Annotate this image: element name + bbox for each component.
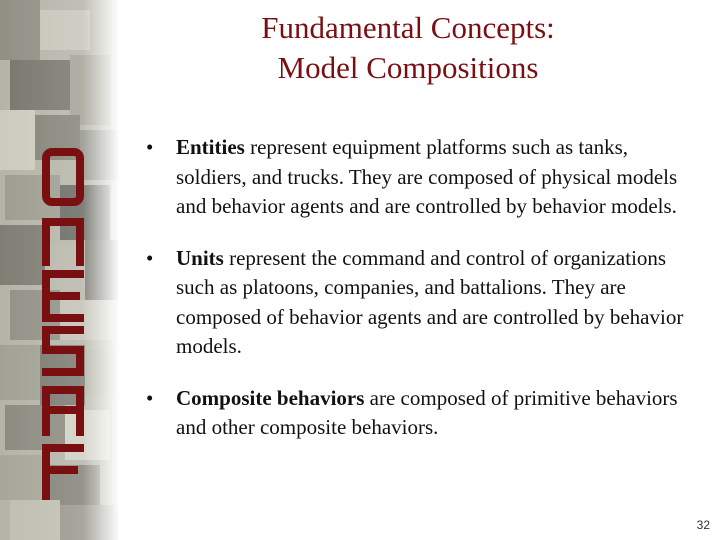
bullet-term: Composite behaviors bbox=[176, 385, 365, 410]
bullet-term: Units bbox=[176, 245, 224, 270]
bullet-term: Entities bbox=[176, 135, 245, 159]
bullet-list bbox=[146, 133, 686, 465]
side-banner bbox=[0, 0, 118, 540]
bullet-text: represent the command and control of organizations such as platoons, companies, and battalions. They are composed of behavior agents and are controlled by behavior models. bbox=[176, 245, 684, 358]
title-line-2: Model Compositions bbox=[277, 50, 539, 85]
bullet-text: are composed of primitive behaviors and other composite behaviors. bbox=[176, 385, 678, 439]
bullet-item-entities bbox=[146, 133, 686, 222]
bullet-item-units bbox=[146, 244, 686, 362]
bullet-text: represent equipment platforms such as tanks, soldiers, and trucks. They are composed of physical models and behavior agents and are controlled by behavior models. bbox=[176, 135, 678, 218]
page-number: 32 bbox=[696, 518, 710, 532]
bullet-dot: • bbox=[146, 135, 154, 159]
bullet-item-composite-behaviors bbox=[146, 384, 686, 443]
title-line-1: Fundamental Concepts: bbox=[261, 10, 555, 45]
onesaf-logo bbox=[0, 0, 118, 540]
bullet-dot: • bbox=[146, 385, 154, 410]
bullet-dot: • bbox=[146, 245, 154, 270]
slide-title bbox=[128, 8, 688, 88]
